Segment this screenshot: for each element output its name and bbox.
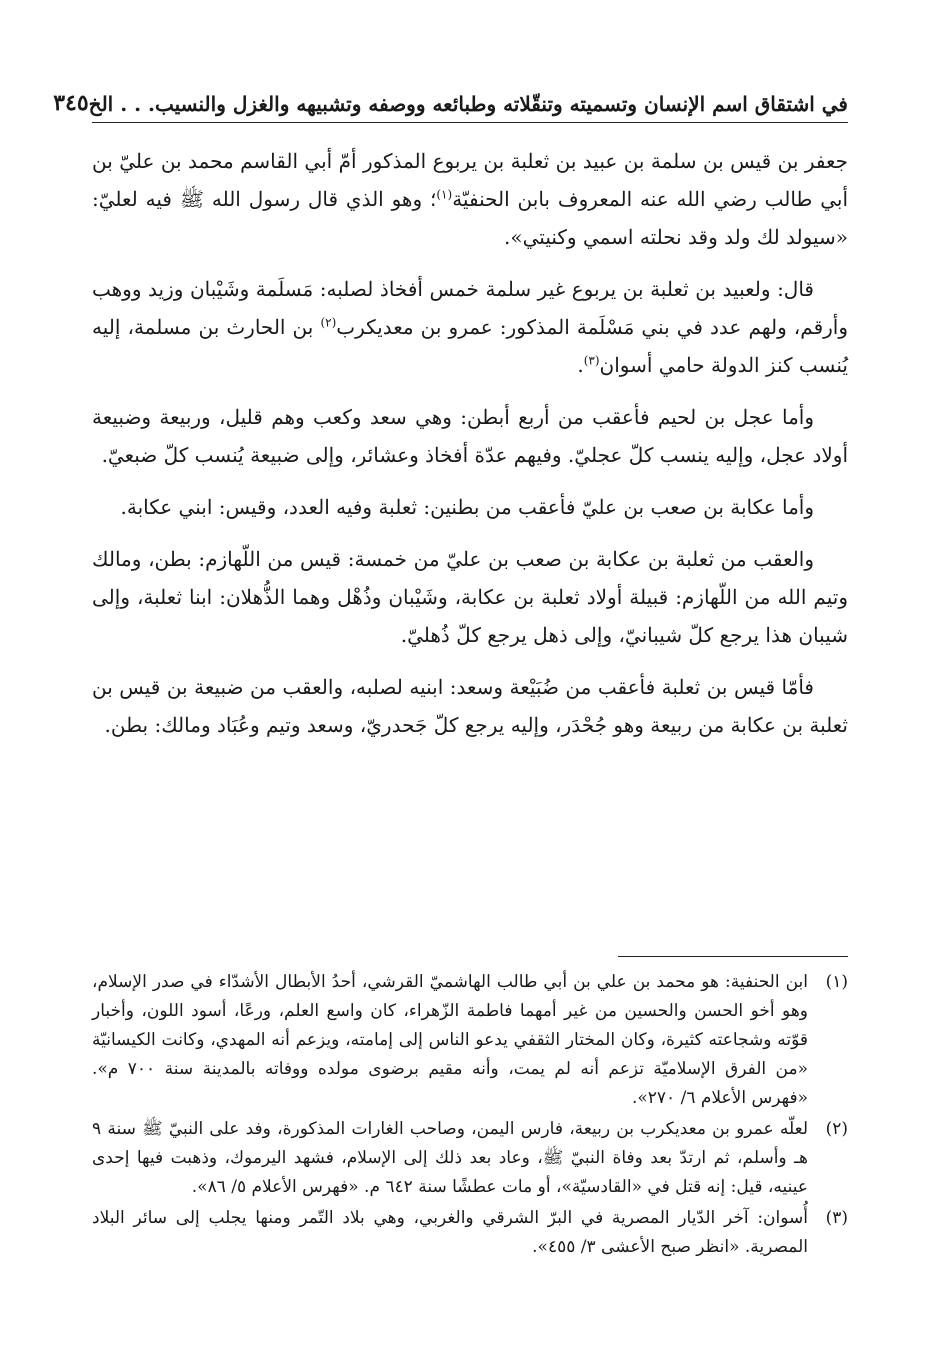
footnote-1 xyxy=(92,968,848,1113)
footnote-number: (٢) xyxy=(825,1119,848,1139)
paragraph-5: والعقب من ثعلبة بن عكابة بن صعب بن عليّ من خمسة: قيس من اللّهازم: بطن، ومالك وتيم الله من اللّهازم: قبيلة أولاد ثعلبة بن عكابة، وشَيْبان وذُهْل وهما الذُّهلان: ابنا ثعلبة، وإلى شيبان هذا يرجع كلّ شيبانيّ، وإلى ذهل يرجع كلّ ذُهليّ. xyxy=(92,547,848,647)
paragraph-text: جعفر بن قيس بن سلمة بن عبيد بن ثعلبة بن يربوع المذكور أمّ أبي القاسم محمد بن عليّ بن أبي طالب رضي الله عنه المعروف بابن الحنفيّة xyxy=(92,149,849,211)
main-text xyxy=(92,142,848,758)
footnote-text: لعلّه عمرو بن معديكرب بن ربيعة، فارس اليمن، وصاحب الغارات المذكورة، وفد على النبيّ ﷺ سنة ٩ هـ وأسلم، ثم ارتدّ بعد وفاة النبيّ ﷺ، وعاد بعد ذلك إلى الإسلام، فشهد اليرموك، وذهبت فيها إحدى عينيه، قيل: إنه قتل في «القادسيّة»، أو مات عطشًا سنة ٦٤٢ م. «فهرس الأعلام ٥/ ٨٦». xyxy=(92,1119,808,1197)
page-number: ٣٤٥ xyxy=(53,90,89,116)
footnote-3 xyxy=(92,1204,848,1262)
footnote-divider xyxy=(618,956,848,957)
paragraph-4: وأما عكابة بن صعب بن عليّ فأعقب من بطنين: ثعلبة وفيه العدد، وقيس: ابني عكابة. xyxy=(120,495,814,519)
paragraph-2 xyxy=(92,270,848,384)
paragraph-text: . xyxy=(577,353,584,377)
paragraph-text: ؛ وهو الذي قال رسول الله ﷺ فيه لعليّ: «سيولد لك ولد وقد نحلته اسمي وكنيتي». xyxy=(92,187,848,249)
footnotes xyxy=(92,968,848,1264)
footnote-ref-3: (٣) xyxy=(583,353,600,368)
footnote-2 xyxy=(92,1115,848,1202)
footnote-number: (١) xyxy=(825,972,848,992)
running-title: في اشتقاق اسم الإنسان وتسميته وتنقّلاته وطبائعه ووصفه وتشبيهه والغزل والنسيب. . . الخ xyxy=(88,92,848,116)
paragraph-1 xyxy=(92,142,848,256)
footnote-ref-2: (٢) xyxy=(320,315,337,330)
paragraph-text: قال: ولعبيد بن ثعلبة بن يربوع غير سلمة خمس أفخاذ لصلبه: مَسلَمة وشَيْبان وزيد ووهب وأرقم، ولهم عدد في بني مَسْلَمة المذكور: عمرو بن معديكرب xyxy=(92,277,848,339)
footnote-text: ابن الحنفية: هو محمد بن علي بن أبي طالب الهاشميّ القرشي، أحدُ الأبطال الأشدّاء في صدر الإسلام، وهو أخو الحسن والحسين من غير أمهما فاطمة الزّهراء، كان واسع العلم، ورعًا، أسود اللون، وأخبار قوّته وشجاعته كثيرة، وكان المختار الثقفي يدعو الناس إلى إمامته، ويزعم أنه المهدي، وكانت الكيسانيّة «من الفرق الإسلاميّة تزعم أنه لم يمت، وأنه مقيم برضوى مولده ووفاته بالمدينة سنة ٧٠٠ م». «فهرس الأعلام ٦/ ٢٧٠». xyxy=(92,972,808,1108)
running-header xyxy=(53,80,848,123)
paragraph-6: فأمّا قيس بن ثعلبة فأعقب من ضُبَيْعة وسعد: ابنيه لصلبه، والعقب من ضبيعة بن قيس بن ثعلبة بن عكابة من ربيعة وهو جُحْدَر، وإليه يرجع كلّ جَحدريّ، وسعد وتيم وعُبَاد ومالك: بطن. xyxy=(92,675,848,737)
paragraph-3: وأما عجل بن لحيم فأعقب من أربع أبطن: وهي سعد وكعب وهم قليل، وربيعة وضبيعة أولاد عجل، وإليه ينسب كلّ عجليّ. وفيهم عدّة أفخاذ وعشائر، وإلى ضبيعة يُنسب كلّ ضبعيّ. xyxy=(92,405,848,467)
footnote-ref-1: (١) xyxy=(436,187,453,202)
footnote-text: أُسوان: آخر الدّيار المصرية في البرّ الشرقي والغربي، وهي بلاد التّمر ومنها يجلب إلى سائر البلاد المصرية. «انظر صبح الأعشى ٣/ ٤٥٥». xyxy=(92,1208,808,1257)
footnote-number: (٣) xyxy=(825,1208,848,1228)
paragraph-text: بن الحارث بن مسلمة، إليه يُنسب كنز الدولة حامي أسوان xyxy=(92,315,848,377)
